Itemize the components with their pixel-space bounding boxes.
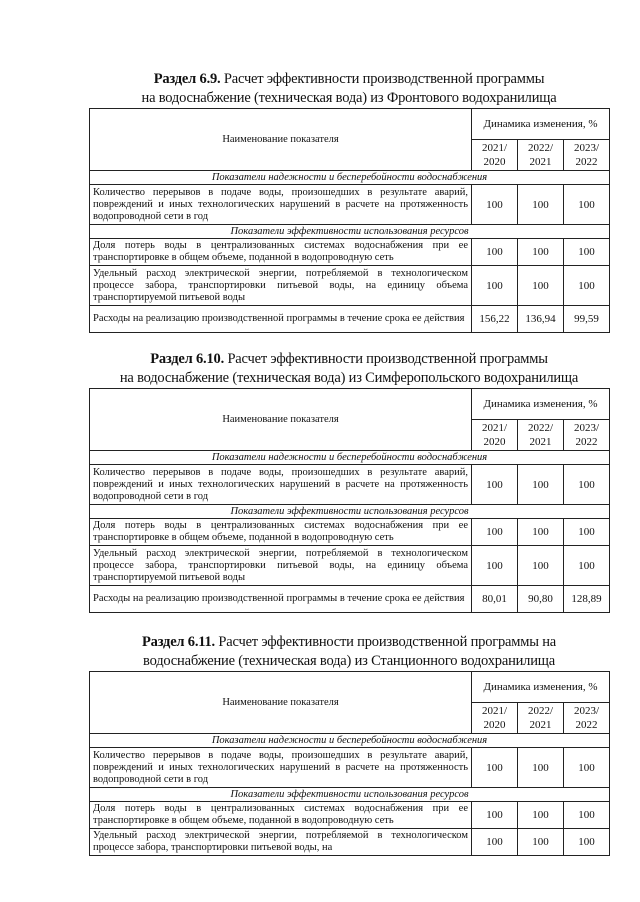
category-row: Показатели эффективности использования ресурсов <box>90 505 610 519</box>
row-label: Расходы на реализацию производственной программы в течение срока ее действия <box>90 306 472 333</box>
header-indicator-name: Наименование показателя <box>90 109 472 171</box>
row-label: Количество перерывов в подаче воды, произошедших в результате аварий, повреждений и иных технологических нарушений в расчете на протяженность водопроводной сети в год <box>90 185 472 225</box>
header-dynamics: Динамика изменения, % <box>472 389 610 420</box>
section-title <box>89 350 609 388</box>
section-title-text: Расчет эффективности производственной программы <box>224 351 548 367</box>
section-heading: Раздел 6.11. <box>141 634 215 650</box>
row-label: Удельный расход электрической энергии, потребляемой в технологическом процессе забора, транспортировки питьевой воды, на единицу объема транспортируемой питьевой воды <box>90 266 472 306</box>
header-indicator-name: Наименование показателя <box>90 672 472 734</box>
section-title <box>89 70 609 108</box>
efficiency-table <box>89 671 610 856</box>
section-6-10 <box>89 350 609 613</box>
header-year: 2023/ 2022 <box>564 420 610 451</box>
section-title <box>89 633 609 671</box>
section-title-line2: на водоснабжение (техническая вода) из Симферопольского водохранилища <box>119 370 579 386</box>
row-value: 100 <box>472 185 518 225</box>
category-row: Показатели надежности и бесперебойности водоснабжения <box>90 734 610 748</box>
row-value: 136,94 <box>518 306 564 333</box>
row-label: Доля потерь воды в централизованных системах водоснабжения при ее транспортировке в общем объеме, поданной в водопроводную сеть <box>90 519 472 546</box>
section-6-9 <box>89 70 609 333</box>
row-value: 100 <box>518 185 564 225</box>
row-value: 100 <box>564 239 610 266</box>
row-value: 100 <box>564 185 610 225</box>
row-value: 100 <box>472 546 518 586</box>
row-value: 100 <box>472 519 518 546</box>
header-year: 2021/ 2020 <box>472 140 518 171</box>
row-value: 100 <box>518 465 564 505</box>
row-value: 156,22 <box>472 306 518 333</box>
header-year: 2021/ 2020 <box>472 420 518 451</box>
row-label: Удельный расход электрической энергии, потребляемой в технологическом процессе забора, транспортировки питьевой воды, на единицу объема транспортируемой питьевой воды <box>90 546 472 586</box>
header-indicator-name: Наименование показателя <box>90 389 472 451</box>
row-value: 100 <box>564 519 610 546</box>
section-title-line2: водоснабжение (техническая вода) из Станционного водохранилища <box>143 653 555 669</box>
row-value: 100 <box>564 546 610 586</box>
row-label: Доля потерь воды в централизованных системах водоснабжения при ее транспортировке в общем объеме, поданной в водопроводную сеть <box>90 239 472 266</box>
efficiency-table <box>89 388 610 613</box>
row-value: 100 <box>472 266 518 306</box>
header-dynamics: Динамика изменения, % <box>472 672 610 703</box>
category-row: Показатели надежности и бесперебойности водоснабжения <box>90 451 610 465</box>
row-label: Расходы на реализацию производственной программы в течение срока ее действия <box>90 586 472 613</box>
header-dynamics: Динамика изменения, % <box>472 109 610 140</box>
row-value: 100 <box>518 546 564 586</box>
row-value: 100 <box>518 748 564 788</box>
header-year: 2022/ 2021 <box>518 140 564 171</box>
row-value: 100 <box>472 465 518 505</box>
row-value: 100 <box>472 802 518 829</box>
row-value: 100 <box>564 748 610 788</box>
header-year: 2023/ 2022 <box>564 703 610 734</box>
header-year: 2023/ 2022 <box>564 140 610 171</box>
row-value: 100 <box>518 519 564 546</box>
efficiency-table <box>89 108 610 333</box>
row-value: 100 <box>518 266 564 306</box>
header-year: 2021/ 2020 <box>472 703 518 734</box>
row-value: 100 <box>564 802 610 829</box>
category-row: Показатели надежности и бесперебойности водоснабжения <box>90 171 610 185</box>
row-label: Количество перерывов в подаче воды, произошедших в результате аварий, повреждений и иных технологических нарушений в расчете на протяженность водопроводной сети в год <box>90 748 472 788</box>
section-heading: Раздел 6.9. <box>153 71 221 87</box>
row-value: 90,80 <box>518 586 564 613</box>
row-value: 100 <box>564 829 610 856</box>
section-title-text: Расчет эффективности производственной программы <box>220 71 545 87</box>
row-value: 100 <box>518 829 564 856</box>
row-value: 100 <box>518 239 564 266</box>
category-row: Показатели эффективности использования ресурсов <box>90 225 610 239</box>
category-row: Показатели эффективности использования ресурсов <box>90 788 610 802</box>
row-value: 100 <box>472 748 518 788</box>
row-label: Количество перерывов в подаче воды, произошедших в результате аварий, повреждений и иных технологических нарушений в расчете на протяженность водопроводной сети в год <box>90 465 472 505</box>
section-6-11 <box>89 633 609 856</box>
row-value: 100 <box>564 266 610 306</box>
row-value: 100 <box>472 829 518 856</box>
row-value: 100 <box>518 802 564 829</box>
section-heading: Раздел 6.10. <box>150 351 225 367</box>
row-value: 128,89 <box>564 586 610 613</box>
row-value: 100 <box>564 465 610 505</box>
header-year: 2022/ 2021 <box>518 703 564 734</box>
header-year: 2022/ 2021 <box>518 420 564 451</box>
row-value: 100 <box>472 239 518 266</box>
row-value: 99,59 <box>564 306 610 333</box>
section-title-text: Расчет эффективности производственной программы на <box>215 634 557 650</box>
row-label: Удельный расход электрической энергии, потребляемой в технологическом процессе забора, транспортировки питьевой воды, на <box>90 829 472 856</box>
row-value: 80,01 <box>472 586 518 613</box>
row-label: Доля потерь воды в централизованных системах водоснабжения при ее транспортировке в общем объеме, поданной в водопроводную сеть <box>90 802 472 829</box>
section-title-line2: на водоснабжение (техническая вода) из Фронтового водохранилища <box>141 90 557 106</box>
